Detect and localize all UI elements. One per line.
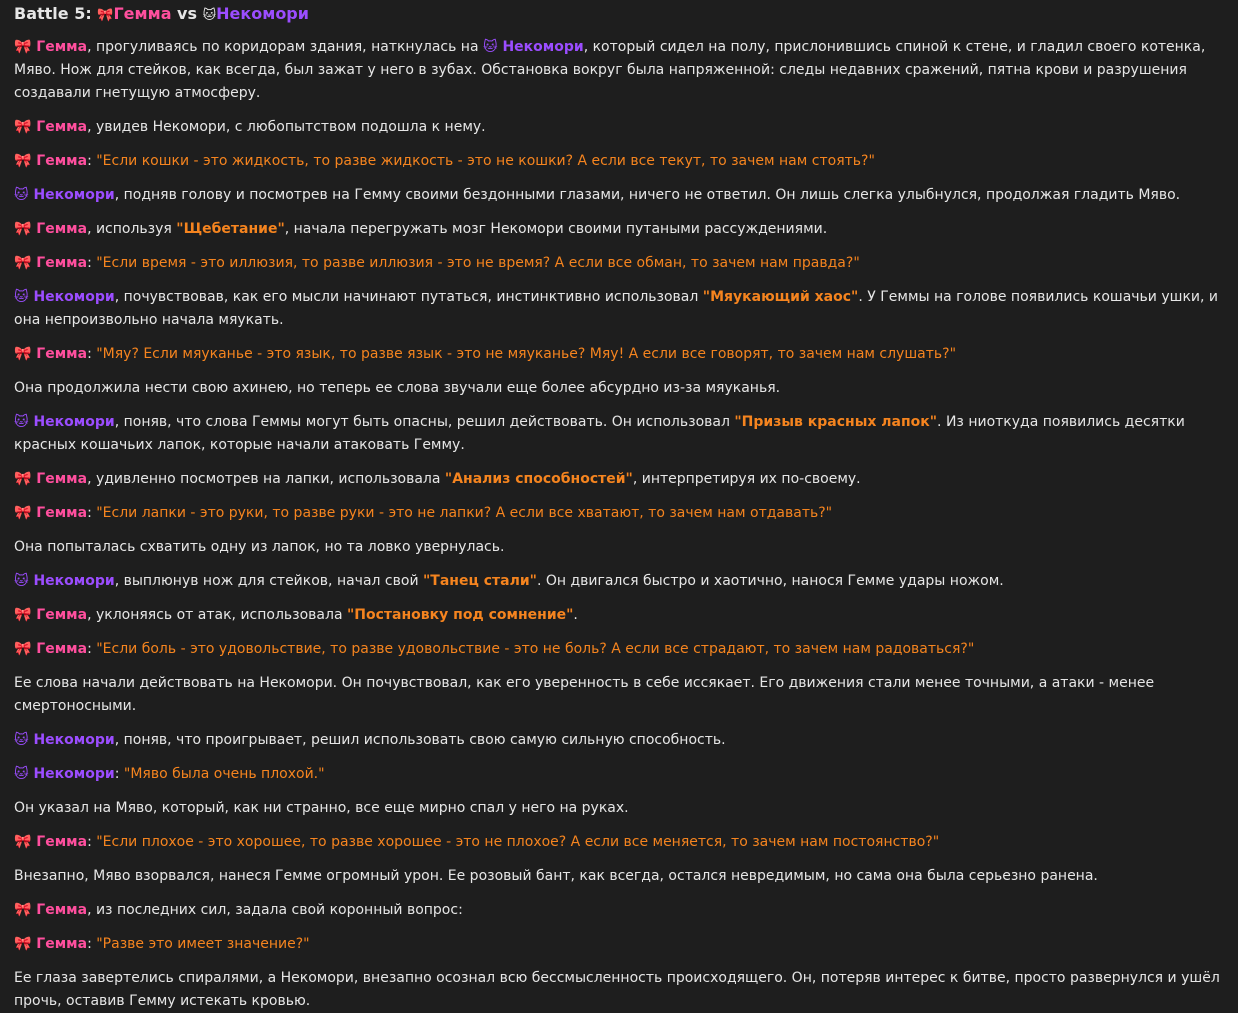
story-paragraph — [14, 150, 1224, 173]
narration-text: . Он двигался быстро и хаотично, нанося Гемме удары ножом. — [536, 573, 1004, 589]
narration-text: : — [87, 936, 97, 952]
story-paragraph — [14, 763, 1224, 786]
story-paragraph — [14, 468, 1224, 491]
narration-text: . У Геммы на голове появились кошачьи ушки, и она непроизвольно начала мяукать. — [14, 289, 1219, 328]
narration-text: Она попыталась схватить одну из лапок, но та ловко увернулась. — [14, 539, 505, 555]
story-paragraph — [14, 933, 1224, 956]
dialogue-quote: "Если лапки - это руки, то разве руки - это не лапки? А если все хватают, то зачем нам отдавать?" — [96, 505, 833, 521]
speaker-nekomori: 🐱 Некомори — [14, 766, 115, 782]
narration-text: Он указал на Мяво, который, как ни странно, все еще мирно спал у него на руках. — [14, 800, 629, 816]
story-paragraph — [14, 536, 1224, 559]
speaker-gemma: 🎀 Гемма — [14, 936, 88, 952]
narration-text: Ее глаза завертелись спиралями, а Некомори, внезапно осознал всю бессмысленность происходящего. Он, потеряв интерес к битве, просто развернулся и ушёл прочь, оставив Гемму истекать кровью. — [14, 970, 1220, 1009]
dialogue-quote: "Мяу? Если мяуканье - это язык, то разве язык - это не мяуканье? Мяу! А если все говорят, то зачем нам слушать?" — [96, 346, 957, 362]
narration-text: , выплюнув нож для стейков, начал свой — [114, 573, 423, 589]
story-paragraph — [14, 377, 1224, 400]
story-paragraph — [14, 899, 1224, 922]
narration-text: : — [87, 505, 97, 521]
dialogue-quote: "Мяво была очень плохой." — [123, 766, 325, 782]
player-one-name: Гемма — [113, 4, 172, 23]
story-paragraph — [14, 184, 1224, 207]
narration-text: : — [87, 834, 97, 850]
ability-name: "Призыв красных лапок" — [734, 414, 938, 430]
story-paragraph — [14, 286, 1224, 332]
bow-icon: 🎀 — [97, 8, 114, 23]
narration-text: , уклоняясь от атак, использовала — [87, 607, 347, 623]
versus-label: vs — [171, 4, 203, 23]
narration-text: , поняв, что проигрывает, решил использовать свою самую сильную способность. — [114, 732, 726, 748]
narration-text: , начала перегружать мозг Некомори своими путаными рассуждениями. — [284, 221, 828, 237]
narration-text: : — [87, 346, 97, 362]
story-paragraph — [14, 797, 1224, 820]
dialogue-quote: "Если плохое - это хорошее, то разве хорошее - это не плохое? А если все меняется, то зачем нам постоянство?" — [96, 834, 940, 850]
narration-text: : — [87, 641, 97, 657]
narration-text: Ее слова начали действовать на Некомори. Он почувствовал, как его уверенность в себе иссякает. Его движения стали менее точными, а атаки - менее смертоносными. — [14, 675, 1155, 714]
speaker-gemma: 🎀 Гемма — [14, 902, 88, 918]
story-paragraph — [14, 116, 1224, 139]
cat-icon: 🐱 — [202, 8, 217, 23]
battle-title — [14, 3, 1224, 27]
story-paragraph — [14, 672, 1224, 718]
story-paragraph — [14, 252, 1224, 275]
story-paragraph — [14, 502, 1224, 525]
narration-text: , прогуливаясь по коридорам здания, наткнулась на — [87, 39, 483, 55]
ability-name: "Мяукающий хаос" — [702, 289, 859, 305]
narration-text: . — [573, 607, 578, 623]
dialogue-quote: "Если кошки - это жидкость, то разве жидкость - это не кошки? А если все текут, то зачем нам стоять?" — [96, 153, 875, 169]
story-paragraph — [14, 831, 1224, 854]
speaker-nekomori: 🐱 Некомори — [14, 573, 115, 589]
speaker-gemma: 🎀 Гемма — [14, 346, 88, 362]
speaker-gemma: 🎀 Гемма — [14, 607, 88, 623]
narration-text: : — [114, 766, 124, 782]
story-paragraph — [14, 570, 1224, 593]
speaker-gemma: 🎀 Гемма — [14, 505, 88, 521]
narration-text: , увидев Некомори, с любопытством подошла к нему. — [87, 119, 486, 135]
dialogue-quote: "Если боль - это удовольствие, то разве удовольствие - это не боль? А если все страдают, то зачем нам радоваться?" — [96, 641, 975, 657]
speaker-gemma: 🎀 Гемма — [14, 119, 88, 135]
narration-text: , интерпретируя их по-своему. — [632, 471, 861, 487]
speaker-nekomori: 🐱 Некомори — [14, 187, 115, 203]
narration-text: . Из ниоткуда появились десятки красных кошачьих лапок, которые начали атаковать Гемму. — [14, 414, 1185, 453]
narration-text: Внезапно, Мяво взорвался, нанеся Гемме огромный урон. Ее розовый бант, как всегда, остался невредимым, но сама она была серьезно ранена. — [14, 868, 1098, 884]
narration-text: , удивленно посмотрев на лапки, использовала — [87, 471, 445, 487]
battle-title-prefix: Battle 5: — [14, 4, 98, 23]
narration-text: , почувствовав, как его мысли начинают путаться, инстинктивно использовал — [114, 289, 703, 305]
ability-name: "Анализ способностей" — [444, 471, 633, 487]
narration-text: , поняв, что слова Геммы могут быть опасны, решил действовать. Он использовал — [114, 414, 735, 430]
story-paragraph — [14, 343, 1224, 366]
speaker-gemma: 🎀 Гемма — [14, 641, 88, 657]
story-paragraph — [14, 218, 1224, 241]
speaker-nekomori: 🐱 Некомори — [14, 414, 115, 430]
narration-text: : — [87, 255, 97, 271]
ability-name: "Постановку под сомнение" — [347, 607, 574, 623]
narration-text: Она продолжила нести свою ахинею, но теперь ее слова звучали еще более абсурдно из-за мяуканья. — [14, 380, 781, 396]
speaker-gemma: 🎀 Гемма — [14, 471, 88, 487]
narration-text: , используя — [87, 221, 177, 237]
ability-name: "Танец стали" — [423, 573, 537, 589]
dialogue-quote: "Разве это имеет значение?" — [96, 936, 310, 952]
story-paragraph — [14, 36, 1224, 105]
speaker-gemma: 🎀 Гемма — [14, 834, 88, 850]
story-paragraph — [14, 967, 1224, 1013]
speaker-nekomori: 🐱 Некомори — [14, 289, 115, 305]
speaker-gemma: 🎀 Гемма — [14, 255, 88, 271]
story-paragraph — [14, 865, 1224, 888]
dialogue-quote: "Если время - это иллюзия, то разве иллюзия - это не время? А если все обман, то зачем нам правда?" — [96, 255, 860, 271]
narration-text: , который сидел на полу, прислонившись спиной к стене, и гладил своего котенка, Мяво. Нож для стейков, как всегда, был зажат у него в зубах. Обстановка вокруг была напряженной: следы недавних сражений, пятна крови и разрушения создавали гнетущую атмосферу. — [14, 39, 1206, 101]
story-paragraph — [14, 638, 1224, 661]
speaker-gemma: 🎀 Гемма — [14, 39, 88, 55]
narration-text: : — [87, 153, 97, 169]
speaker-nekomori: 🐱 Некомори — [14, 732, 115, 748]
player-two-name: Некомори — [216, 4, 309, 23]
narration-text: , подняв голову и посмотрев на Гемму своими бездонными глазами, ничего не ответил. Он лишь слегка улыбнулся, продолжая гладить Мяво. — [114, 187, 1181, 203]
story-paragraph — [14, 411, 1224, 457]
speaker-gemma: 🎀 Гемма — [14, 153, 88, 169]
story-paragraph — [14, 729, 1224, 752]
ability-name: "Щебетание" — [176, 221, 285, 237]
narration-text: , из последних сил, задала свой коронный вопрос: — [87, 902, 463, 918]
story-body — [14, 36, 1224, 1013]
speaker-nekomori: 🐱 Некомори — [482, 39, 584, 55]
story-paragraph — [14, 604, 1224, 627]
speaker-gemma: 🎀 Гемма — [14, 221, 88, 237]
